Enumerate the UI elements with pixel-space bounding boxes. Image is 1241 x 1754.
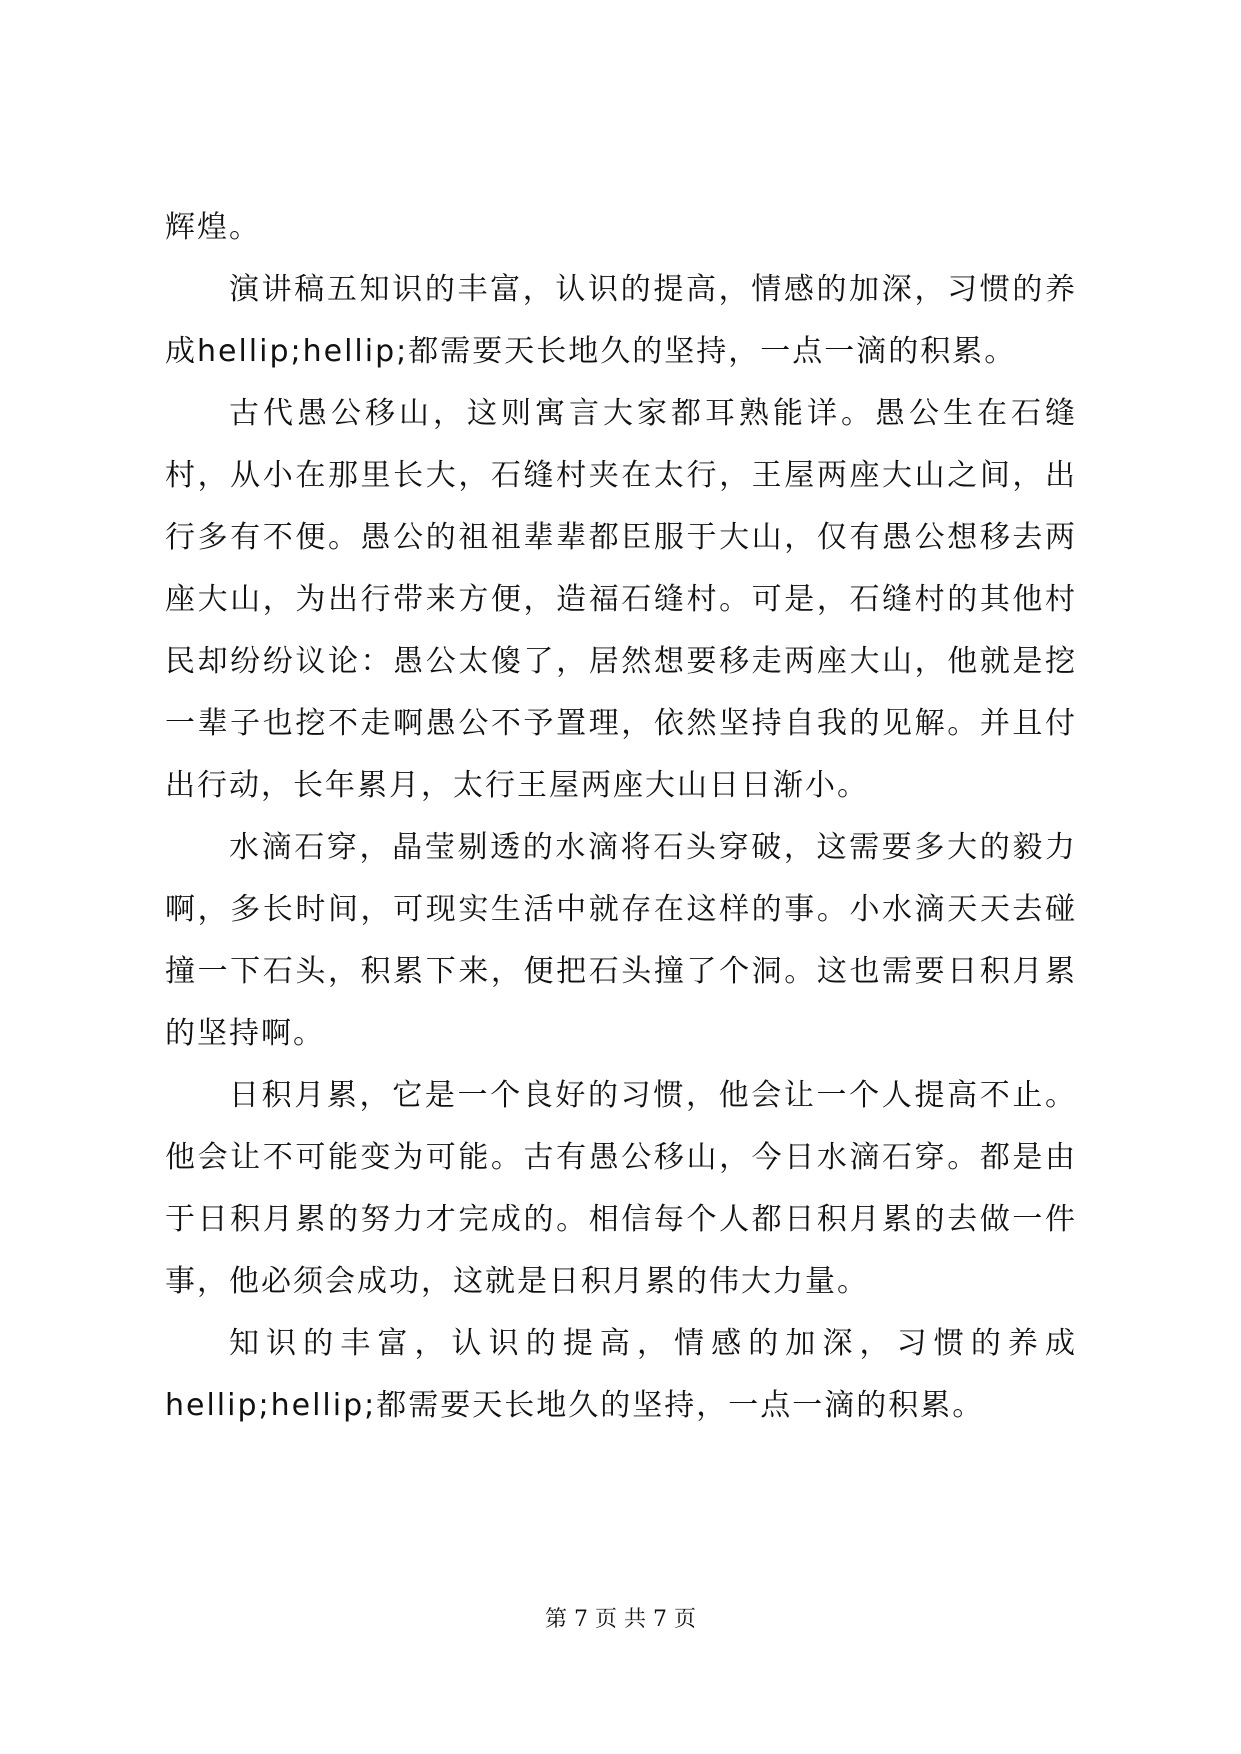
paragraph-yugong: 古代愚公移山，这则寓言大家都耳熟能详。愚公生在石缝村，从小在那里长大，石缝村夹在太行，王屋两座大山之间，出行多有不便。愚公的祖祖辈辈都臣服于大山，仅有愚公想移去两座大山，为出行带来方便，造福石缝村。可是，石缝村的其他村民却纷纷议论：愚公太傻了，居然想要移走两座大山，他就是挖一辈子也挖不走啊愚公不予置理，依然坚持自我的见解。并且付出行动，长年累月，太行王屋两座大山日日渐小。 [165, 396, 1077, 803]
page-number-footer: 第 7 页 共 7 页 [545, 1607, 696, 1632]
paragraph-speech-five-intro: 演讲稿五知识的丰富，认识的提高，情感的加深，习惯的养成hellip;hellip;都需要天长地久的坚持，一点一滴的积累。 [165, 272, 1077, 369]
paragraph-continuation: 辉煌。 [165, 210, 261, 245]
paragraph-water-drop: 水滴石穿，晶莹剔透的水滴将石头穿破，这需要多大的毅力啊，多长时间，可现实生活中就存在这样的事。小水滴天天去碰撞一下石头，积累下来，便把石头撞了个洞。这也需要日积月累的坚持啊。 [165, 830, 1077, 1051]
document-body [165, 197, 1077, 1437]
paragraph-accumulation: 日积月累，它是一个良好的习惯，他会让一个人提高不止。他会让不可能变为可能。古有愚公移山，今日水滴石穿。都是由于日积月累的努力才完成的。相信每个人都日积月累的去做一件事，他必须会成功，这就是日积月累的伟大力量。 [165, 1078, 1077, 1299]
paragraph-conclusion: 知识的丰富，认识的提高，情感的加深，习惯的养成hellip;hellip;都需要天长地久的坚持，一点一滴的积累。 [165, 1326, 1077, 1423]
